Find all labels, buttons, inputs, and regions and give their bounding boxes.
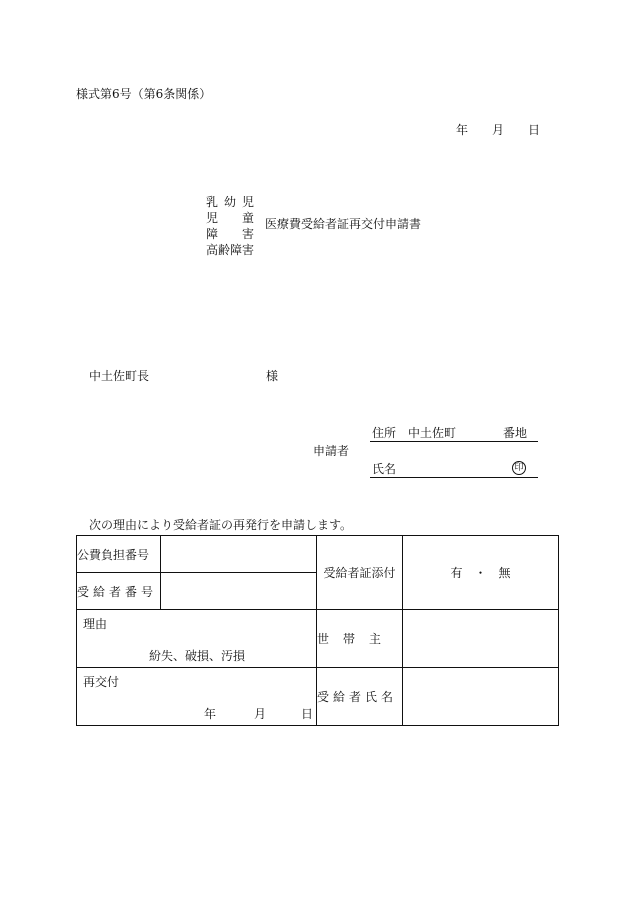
certificate-attached-choice[interactable]: 有 ・ 無 — [403, 536, 559, 610]
household-head-field[interactable] — [403, 610, 559, 668]
recipient-name-field[interactable] — [403, 668, 559, 726]
name-underline — [370, 476, 538, 478]
date-year-label: 年 — [456, 123, 469, 137]
applicant-label: 申請者 — [313, 444, 350, 458]
reissue-label: 再交付 — [83, 675, 120, 689]
seal-mark: 印 — [512, 461, 526, 475]
public-expense-number-label: 公費負担番号 — [77, 536, 161, 573]
application-table — [76, 535, 559, 726]
public-expense-number-field[interactable] — [161, 536, 317, 573]
address-suffix: 番地 — [503, 426, 528, 440]
category-disabled: 障 害 — [206, 227, 254, 241]
reason-label: 理由 — [83, 617, 108, 631]
recipient-number-field[interactable] — [161, 573, 317, 610]
reissue-month-label: 月 — [254, 707, 267, 721]
address-town: 中土佐町 — [408, 426, 457, 440]
reason-cell[interactable] — [77, 610, 317, 668]
form-number: 様式第6号（第6条関係） — [76, 87, 212, 101]
reissue-cell[interactable] — [77, 668, 317, 726]
date-month-label: 月 — [492, 123, 505, 137]
recipient-name-label: 受給者氏名 — [317, 668, 403, 726]
category-list — [206, 194, 254, 258]
category-child: 児 童 — [206, 211, 254, 225]
name-label: 氏名 — [372, 462, 397, 476]
intro-text: 次の理由により受給者証の再発行を申請します。 — [89, 518, 353, 532]
addressee-honorific: 様 — [266, 369, 279, 383]
category-infant: 乳 幼 児 — [206, 195, 254, 209]
address-underline — [370, 440, 538, 442]
household-head-label: 世帯主 — [317, 610, 403, 668]
address-label: 住所 — [372, 426, 397, 440]
reason-options: 紛失、破損、汚損 — [149, 649, 246, 663]
date-day-label: 日 — [528, 123, 541, 137]
certificate-attached-label: 受給者証添付 — [317, 536, 403, 610]
addressee-name: 中土佐町長 — [89, 369, 150, 383]
reissue-day-label: 日 — [301, 707, 314, 721]
reissue-year-label: 年 — [204, 707, 217, 721]
category-elderly-disabled: 高齢障害 — [206, 243, 255, 257]
recipient-number-label: 受給者番号 — [77, 573, 161, 610]
document-title: 医療費受給者証再交付申請書 — [265, 217, 422, 231]
